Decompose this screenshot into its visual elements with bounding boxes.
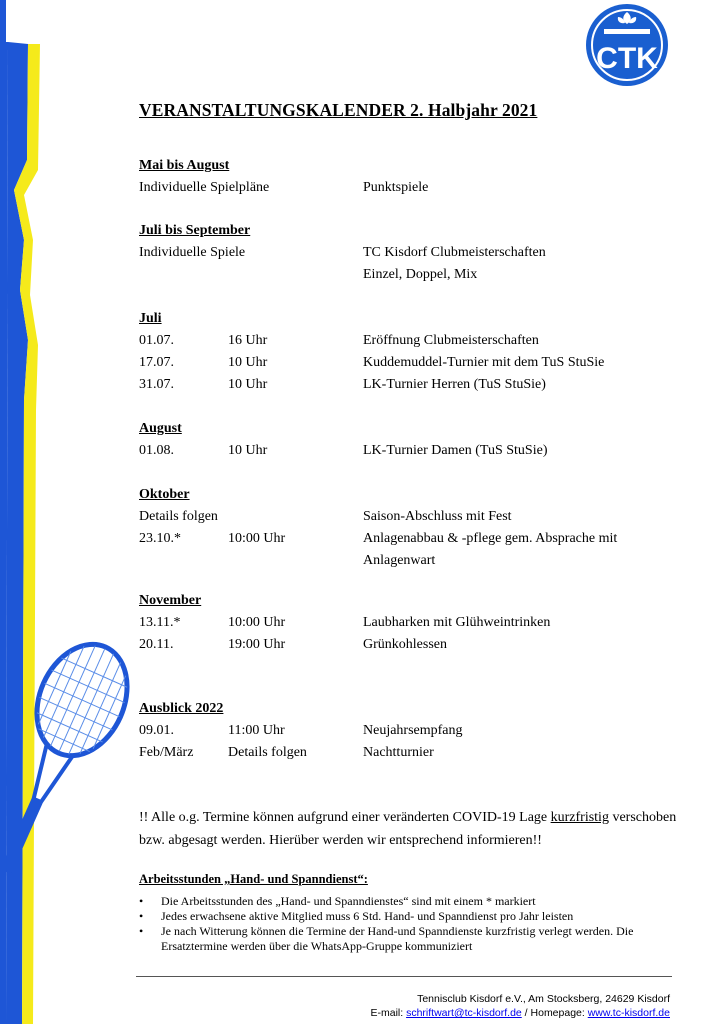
event-row: [139, 242, 546, 264]
footer-contact: [370, 1006, 670, 1020]
event-time: Details folgen: [228, 745, 307, 760]
event-date: Details folgen: [139, 509, 218, 524]
event-description: Grünkohlessen: [363, 637, 447, 652]
bullet-icon: •: [139, 894, 144, 908]
event-description: TC Kisdorf Clubmeisterschaften: [363, 245, 546, 260]
event-row: [139, 550, 436, 572]
footer-address: Tennisclub Kisdorf e.V., Am Stocksberg, 24629 Kisdorf: [417, 993, 670, 1005]
bullet-text: Die Arbeitsstunden des „Hand- und Spanndienstes“ sind mit einem * markiert: [161, 894, 536, 908]
event-row: [139, 352, 605, 374]
event-row: [139, 330, 539, 352]
event-date: 31.07.: [139, 377, 174, 392]
email-label: E-mail:: [370, 1007, 407, 1019]
event-date: Individuelle Spiele: [139, 245, 246, 260]
list-item: [139, 894, 679, 909]
list-item: [139, 909, 679, 924]
section-title: Juli: [139, 311, 162, 326]
event-time: 10:00 Uhr: [228, 615, 286, 630]
bullet-icon: •: [139, 924, 144, 938]
footer: [370, 992, 670, 1020]
event-description: Punktspiele: [363, 180, 429, 195]
event-description: Einzel, Doppel, Mix: [363, 267, 478, 282]
event-date: 23.10.*: [139, 531, 181, 546]
bullet-icon: •: [139, 909, 144, 923]
event-date: 17.07.: [139, 355, 174, 370]
tennis-racket-icon: [0, 0, 140, 900]
event-row: [139, 634, 447, 656]
event-row: [139, 264, 478, 286]
event-description: LK-Turnier Damen (TuS StuSie): [363, 443, 548, 458]
section-title: August: [139, 421, 182, 436]
calendar-section: [139, 698, 463, 764]
event-description: Anlagenabbau & -pflege gem. Absprache mit: [363, 531, 618, 546]
covid-note: [139, 806, 679, 852]
event-date: 09.01.: [139, 723, 174, 738]
event-time: 10 Uhr: [228, 377, 268, 392]
calendar-section: [139, 418, 548, 462]
bullet-text: Je nach Witterung können die Termine der Hand-und Spanndienste kurzfristig verlegt werden. Die Ersatztermine werden über die WhatsApp-Gruppe kommuniziert: [161, 924, 634, 953]
email-link[interactable]: schriftwart@tc-kisdorf.de: [406, 1007, 522, 1019]
note-text-1: !! Alle o.g. Termine können aufgrund einer veränderten COVID-19 Lage: [139, 810, 551, 825]
section-title: Mai bis August: [139, 158, 230, 173]
event-time: 16 Uhr: [228, 333, 268, 348]
event-date: 01.07.: [139, 333, 174, 348]
section-title: Ausblick 2022: [139, 701, 224, 716]
event-description: Eröffnung Clubmeisterschaften: [363, 333, 539, 348]
event-description: Laubharken mit Glühweintrinken: [363, 615, 551, 630]
section-title: November: [139, 593, 202, 608]
event-row: [139, 742, 434, 764]
event-time: 10 Uhr: [228, 355, 268, 370]
calendar-section: [139, 590, 551, 656]
event-row: [139, 528, 618, 550]
page-title: VERANSTALTUNGSKALENDER 2. Halbjahr 2021: [139, 100, 538, 120]
calendar-section: [139, 308, 605, 396]
event-date: Feb/März: [139, 745, 194, 760]
event-row: [139, 612, 551, 634]
homepage-link[interactable]: www.tc-kisdorf.de: [587, 1007, 670, 1019]
event-description: Nachtturnier: [363, 745, 434, 760]
event-description: Kuddemuddel-Turnier mit dem TuS StuSie: [363, 355, 605, 370]
event-time: 10 Uhr: [228, 443, 268, 458]
event-description: Saison-Abschluss mit Fest: [363, 509, 512, 524]
section-title: Juli bis September: [139, 223, 251, 238]
event-date: 01.08.: [139, 443, 174, 458]
event-time: 11:00 Uhr: [228, 723, 285, 738]
event-description: LK-Turnier Herren (TuS StuSie): [363, 377, 546, 392]
event-row: [139, 720, 463, 742]
event-row: [139, 374, 546, 396]
calendar-section: [139, 220, 546, 286]
work-hours-list: [139, 894, 679, 954]
bullet-text: Jedes erwachsene aktive Mitglied muss 6 Std. Hand- und Spanndienst pro Jahr leisten: [161, 909, 574, 923]
note-underlined-word: kurzfristig: [550, 810, 609, 825]
event-description: Anlagenwart: [363, 553, 436, 568]
event-date: 20.11.: [139, 637, 174, 652]
event-time: 10:00 Uhr: [228, 531, 286, 546]
work-hours-title: Arbeitsstunden „Hand- und Spanndienst“:: [139, 872, 368, 886]
event-row: [139, 506, 512, 528]
calendar-section: [139, 484, 618, 572]
event-row: [139, 177, 429, 199]
list-item: [139, 924, 679, 954]
event-row: [139, 440, 548, 462]
event-date: Individuelle Spielpläne: [139, 180, 270, 195]
footer-divider: [136, 976, 672, 977]
logo-letters: CTK: [596, 42, 658, 75]
note-text-2: verschoben bzw. abgesagt werden. Hierüber werden wir entsprechend informieren!!: [139, 810, 677, 848]
event-date: 13.11.*: [139, 615, 181, 630]
event-time: 19:00 Uhr: [228, 637, 286, 652]
footer-separator: / Homepage:: [521, 1007, 588, 1019]
club-logo-icon: [584, 2, 670, 88]
section-title: Oktober: [139, 487, 190, 502]
calendar-section: [139, 155, 429, 199]
event-description: Neujahrsempfang: [363, 723, 463, 738]
